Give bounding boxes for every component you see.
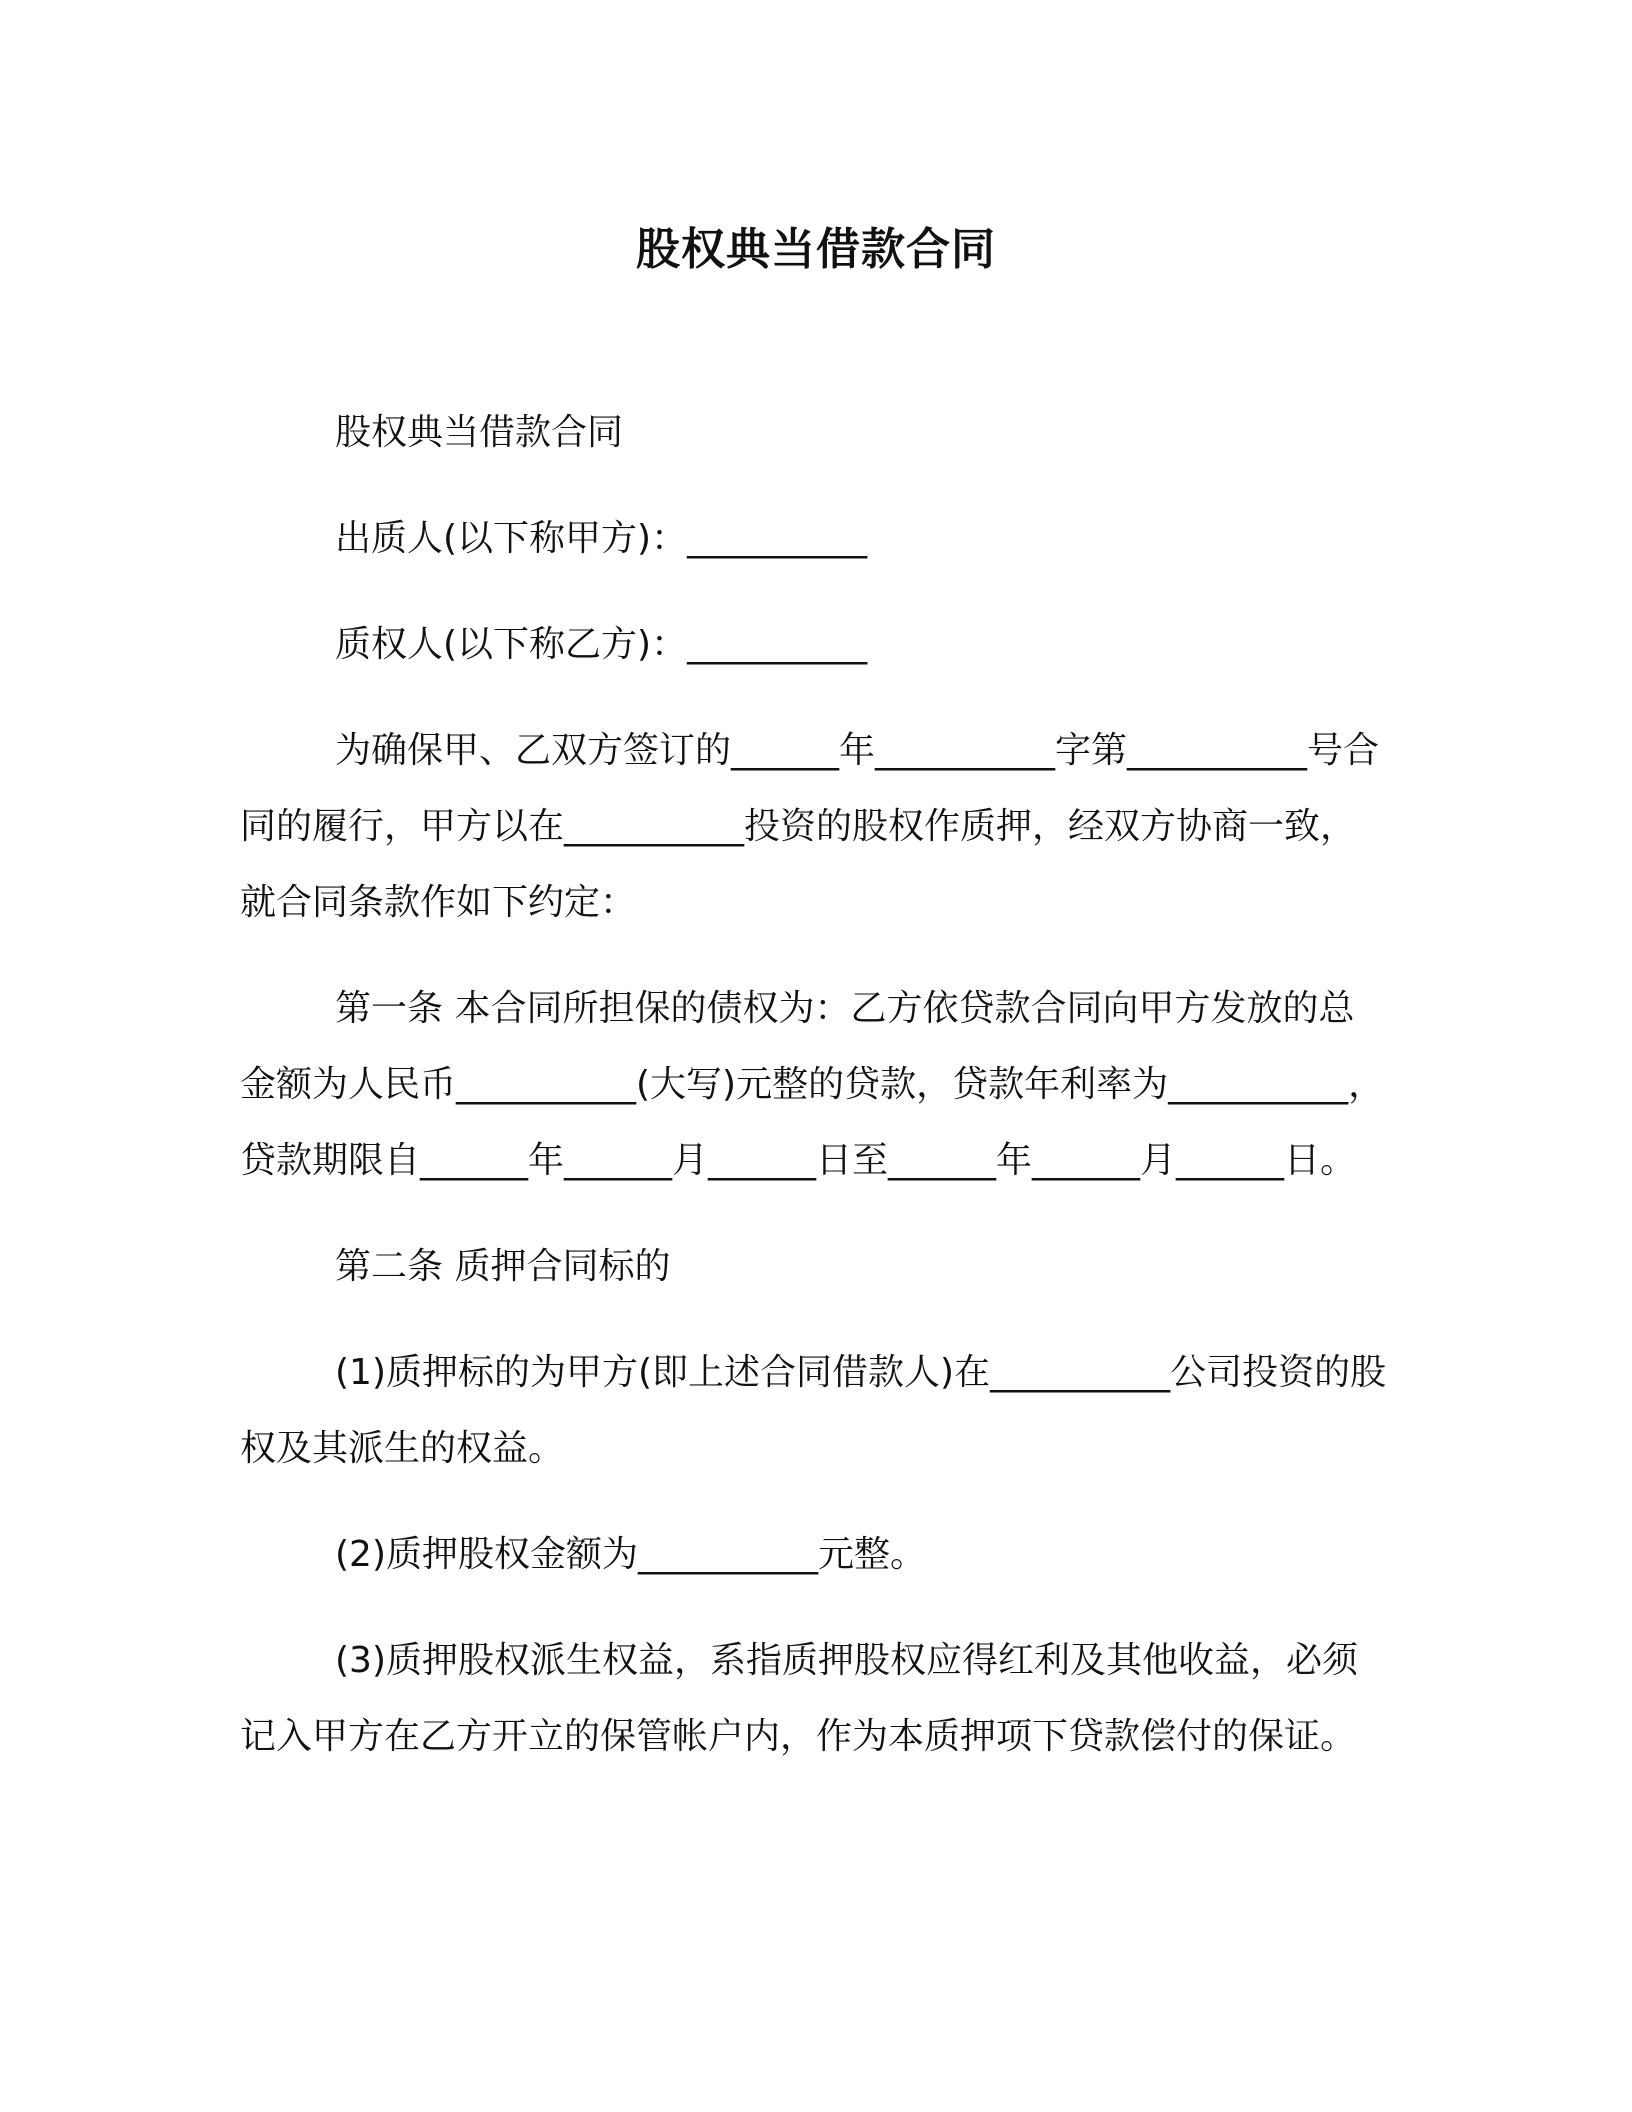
clause-2-paragraph: (2)质押股权金额为__________元整。 [335,1534,926,1575]
pledgor-line: 出质人(以下称甲方)：__________ [335,518,868,559]
pledgee-line: 质权人(以下称乙方)：__________ [335,624,868,665]
clause-3-paragraph: (3)质押股权派生权益，系指质押股权应得红利及其他收益，必须记入甲方在乙方开立的保管帐户内，作为本质押项下贷款偿付的保证。 [240,1640,1358,1757]
clause-1-paragraph: (1)质押标的为甲方(即上述合同借款人)在__________公司投资的股权及其派生的权益。 [240,1352,1387,1469]
document-title: 股权典当借款合同 [636,224,996,275]
subtitle-paragraph: 股权典当借款合同 [335,412,624,453]
preamble-paragraph: 为确保甲、乙双方签订的______年__________字第__________号合同的履行，甲方以在__________投资的股权作质押，经双方协商一致，就合同条款作如下约定： [240,730,1380,923]
article-two-heading: 第二条 质押合同标的 [335,1246,671,1287]
document-body [240,395,1390,1805]
article-one-paragraph: 第一条 本合同所担保的债权为：乙方依贷款合同向甲方发放的总金额为人民币__________(大写)元整的贷款，贷款年利率为__________，贷款期限自______年______月______日至______年______月______日。 [240,988,1385,1181]
